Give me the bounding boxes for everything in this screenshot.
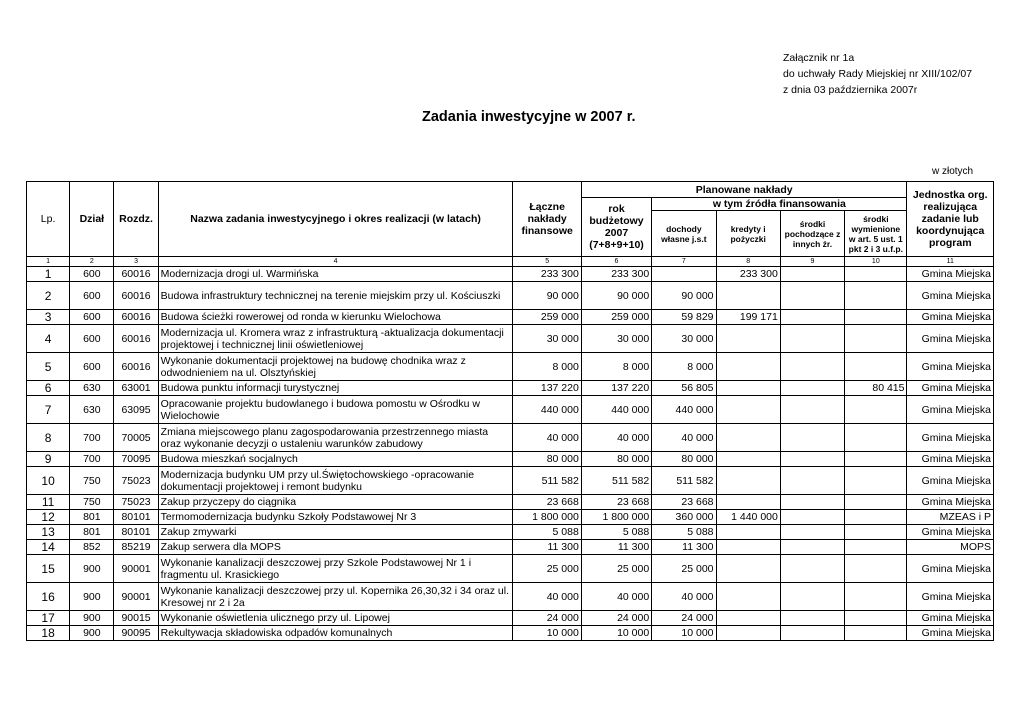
row-lp: 3	[27, 310, 70, 325]
row-jednostka: Gmina Miejska	[907, 495, 994, 510]
row-rozdz: 75023	[114, 495, 158, 510]
row-srodki-inne	[780, 611, 844, 626]
column-number: 10	[845, 257, 907, 267]
row-srodki-inne	[780, 310, 844, 325]
row-rok: 259 000	[581, 310, 651, 325]
row-dzial: 630	[70, 381, 114, 396]
row-dzial: 600	[70, 267, 114, 282]
row-lp: 12	[27, 510, 70, 525]
header-planowane: Planowane nakłady	[581, 182, 907, 198]
row-dzial: 852	[70, 540, 114, 555]
row-srodki-inne	[780, 325, 844, 353]
row-laczne: 30 000	[513, 325, 581, 353]
row-task-name: Wykonanie kanalizacji deszczowej przy ul. Kopernika 26,30,32 i 34 oraz ul. Kresowej nr 2 i 2a	[158, 583, 513, 611]
row-srodki-inne	[780, 583, 844, 611]
row-task-name: Rekultywacja składowiska odpadów komunalnych	[158, 626, 513, 641]
row-kredyty	[716, 396, 780, 424]
row-srodki-inne	[780, 424, 844, 452]
row-dochody	[652, 267, 716, 282]
row-srodki-ufp	[845, 611, 907, 626]
row-task-name: Modernizacja drogi ul. Warmińska	[158, 267, 513, 282]
row-jednostka: MOPS	[907, 540, 994, 555]
row-srodki-inne	[780, 495, 844, 510]
row-task-name: Wykonanie oświetlenia ulicznego przy ul. Lipowej	[158, 611, 513, 626]
row-srodki-ufp	[845, 555, 907, 583]
row-jednostka: MZEAS i P	[907, 510, 994, 525]
row-rozdz: 70095	[114, 452, 158, 467]
row-rozdz: 90095	[114, 626, 158, 641]
row-rozdz: 63001	[114, 381, 158, 396]
row-dzial: 700	[70, 424, 114, 452]
row-laczne: 40 000	[513, 424, 581, 452]
row-lp: 14	[27, 540, 70, 555]
table-row	[27, 353, 994, 381]
row-rozdz: 80101	[114, 510, 158, 525]
row-srodki-inne	[780, 267, 844, 282]
row-lp: 1	[27, 267, 70, 282]
row-dzial: 750	[70, 467, 114, 495]
row-lp: 17	[27, 611, 70, 626]
header-kredyty: kredyty i pożyczki	[716, 211, 780, 257]
row-dzial: 700	[70, 452, 114, 467]
row-kredyty	[716, 540, 780, 555]
row-dzial: 600	[70, 282, 114, 310]
row-dochody: 56 805	[652, 381, 716, 396]
row-task-name: Budowa punktu informacji turystycznej	[158, 381, 513, 396]
row-jednostka: Gmina Miejska	[907, 583, 994, 611]
row-jednostka: Gmina Miejska	[907, 325, 994, 353]
row-srodki-ufp	[845, 495, 907, 510]
row-srodki-ufp	[845, 310, 907, 325]
row-laczne: 40 000	[513, 583, 581, 611]
row-task-name: Modernizacja budynku UM przy ul.Świętochowskiego -opracowanie dokumentacji projektowej i remont budynku	[158, 467, 513, 495]
row-dochody: 10 000	[652, 626, 716, 641]
row-laczne: 8 000	[513, 353, 581, 381]
header-srodki-inne: środki pochodzące z innych źr.	[780, 211, 844, 257]
row-rok: 24 000	[581, 611, 651, 626]
attachment-line-3: z dnia 03 października 2007r	[783, 84, 918, 96]
row-laczne: 1 800 000	[513, 510, 581, 525]
row-lp: 6	[27, 381, 70, 396]
row-dochody: 24 000	[652, 611, 716, 626]
row-srodki-ufp	[845, 325, 907, 353]
row-srodki-inne	[780, 510, 844, 525]
row-jednostka: Gmina Miejska	[907, 555, 994, 583]
column-number: 5	[513, 257, 581, 267]
row-dzial: 801	[70, 510, 114, 525]
row-srodki-inne	[780, 626, 844, 641]
row-srodki-ufp	[845, 510, 907, 525]
row-rozdz: 90001	[114, 555, 158, 583]
row-dzial: 900	[70, 611, 114, 626]
column-number: 4	[158, 257, 513, 267]
row-dochody: 40 000	[652, 424, 716, 452]
table-row	[27, 555, 994, 583]
row-kredyty	[716, 626, 780, 641]
investment-table	[26, 181, 994, 641]
row-srodki-ufp: 80 415	[845, 381, 907, 396]
row-kredyty	[716, 353, 780, 381]
attachment-line-1: Załącznik nr 1a	[783, 52, 855, 64]
row-kredyty	[716, 325, 780, 353]
row-rok: 8 000	[581, 353, 651, 381]
row-jednostka: Gmina Miejska	[907, 396, 994, 424]
column-number: 2	[70, 257, 114, 267]
row-dochody: 511 582	[652, 467, 716, 495]
table-row	[27, 396, 994, 424]
row-srodki-ufp	[845, 626, 907, 641]
row-srodki-ufp	[845, 467, 907, 495]
row-lp: 18	[27, 626, 70, 641]
row-srodki-inne	[780, 467, 844, 495]
row-kredyty: 233 300	[716, 267, 780, 282]
row-srodki-ufp	[845, 583, 907, 611]
row-task-name: Budowa infrastruktury technicznej na terenie miejskim przy ul. Kościuszki	[158, 282, 513, 310]
row-task-name: Modernizacja ul. Kromera wraz z infrastrukturą -aktualizacja dokumentacji projektowej i technicznej linii oświetleniowej	[158, 325, 513, 353]
row-kredyty	[716, 525, 780, 540]
row-rozdz: 90015	[114, 611, 158, 626]
row-rok: 80 000	[581, 452, 651, 467]
row-lp: 8	[27, 424, 70, 452]
table-row	[27, 525, 994, 540]
attachment-line-2: do uchwały Rady Miejskiej nr XIII/102/07	[783, 68, 973, 80]
row-rozdz: 60016	[114, 310, 158, 325]
row-rozdz: 60016	[114, 325, 158, 353]
table-row	[27, 626, 994, 641]
row-laczne: 259 000	[513, 310, 581, 325]
row-rok: 90 000	[581, 282, 651, 310]
row-dzial: 900	[70, 583, 114, 611]
currency-unit: w złotych	[932, 166, 974, 177]
column-number: 11	[907, 257, 994, 267]
row-srodki-ufp	[845, 353, 907, 381]
row-rok: 40 000	[581, 583, 651, 611]
row-srodki-inne	[780, 381, 844, 396]
row-kredyty: 199 171	[716, 310, 780, 325]
row-rozdz: 60016	[114, 353, 158, 381]
row-rok: 25 000	[581, 555, 651, 583]
row-kredyty	[716, 424, 780, 452]
row-task-name: Opracowanie projektu budowlanego i budowa pomostu w Ośrodku w Wielochowie	[158, 396, 513, 424]
header-zrodla: w tym źródła finansowania	[652, 198, 907, 211]
row-laczne: 25 000	[513, 555, 581, 583]
row-rok: 11 300	[581, 540, 651, 555]
row-srodki-ufp	[845, 525, 907, 540]
row-srodki-ufp	[845, 267, 907, 282]
row-lp: 13	[27, 525, 70, 540]
row-dochody: 11 300	[652, 540, 716, 555]
row-dzial: 600	[70, 325, 114, 353]
row-task-name: Zakup serwera dla MOPS	[158, 540, 513, 555]
row-laczne: 11 300	[513, 540, 581, 555]
header-dochody: dochody własne j.s.t	[652, 211, 716, 257]
row-dochody: 80 000	[652, 452, 716, 467]
row-dochody: 30 000	[652, 325, 716, 353]
table-header	[27, 182, 994, 267]
row-dochody: 40 000	[652, 583, 716, 611]
row-kredyty	[716, 452, 780, 467]
table-row	[27, 611, 994, 626]
row-lp: 10	[27, 467, 70, 495]
row-dochody: 440 000	[652, 396, 716, 424]
row-jednostka: Gmina Miejska	[907, 611, 994, 626]
row-srodki-inne	[780, 353, 844, 381]
row-laczne: 90 000	[513, 282, 581, 310]
row-jednostka: Gmina Miejska	[907, 424, 994, 452]
row-rozdz: 80101	[114, 525, 158, 540]
row-lp: 7	[27, 396, 70, 424]
row-kredyty	[716, 495, 780, 510]
row-rozdz: 85219	[114, 540, 158, 555]
row-task-name: Wykonanie kanalizacji deszczowej przy Szkole Podstawowej Nr 1 i fragmentu ul. Krasickiego	[158, 555, 513, 583]
row-lp: 2	[27, 282, 70, 310]
row-jednostka: Gmina Miejska	[907, 381, 994, 396]
table-row	[27, 424, 994, 452]
row-dochody: 90 000	[652, 282, 716, 310]
row-srodki-inne	[780, 555, 844, 583]
row-dochody: 23 668	[652, 495, 716, 510]
row-rok: 40 000	[581, 424, 651, 452]
table-row	[27, 467, 994, 495]
header-rok: rok budżetowy 2007 (7+8+9+10)	[581, 198, 651, 257]
row-task-name: Budowa mieszkań socjalnych	[158, 452, 513, 467]
header-srodki-ufp: środki wymienione w art. 5 ust. 1 pkt 2 i 3 u.f.p.	[845, 211, 907, 257]
row-kredyty: 1 440 000	[716, 510, 780, 525]
row-rozdz: 63095	[114, 396, 158, 424]
row-jednostka: Gmina Miejska	[907, 310, 994, 325]
row-rok: 10 000	[581, 626, 651, 641]
table-row	[27, 310, 994, 325]
row-srodki-ufp	[845, 540, 907, 555]
table-body	[27, 267, 994, 641]
column-number: 7	[652, 257, 716, 267]
row-jednostka: Gmina Miejska	[907, 467, 994, 495]
row-dochody: 59 829	[652, 310, 716, 325]
row-jednostka: Gmina Miejska	[907, 525, 994, 540]
row-task-name: Budowa ścieżki rowerowej od ronda w kierunku Wielochowa	[158, 310, 513, 325]
row-jednostka: Gmina Miejska	[907, 452, 994, 467]
row-laczne: 24 000	[513, 611, 581, 626]
table-row	[27, 325, 994, 353]
row-rozdz: 75023	[114, 467, 158, 495]
row-dochody: 5 088	[652, 525, 716, 540]
column-number-row	[27, 257, 994, 267]
table-row	[27, 452, 994, 467]
row-task-name: Wykonanie dokumentacji projektowej na budowę chodnika wraz z odwodnieniem na ul. Olsztyńskiej	[158, 353, 513, 381]
attachment-note	[783, 50, 972, 98]
row-laczne: 23 668	[513, 495, 581, 510]
row-dzial: 630	[70, 396, 114, 424]
row-rok: 5 088	[581, 525, 651, 540]
header-dzial: Dział	[70, 182, 114, 257]
row-dochody: 25 000	[652, 555, 716, 583]
row-rok: 511 582	[581, 467, 651, 495]
row-rozdz: 60016	[114, 282, 158, 310]
row-lp: 15	[27, 555, 70, 583]
row-srodki-inne	[780, 452, 844, 467]
row-lp: 11	[27, 495, 70, 510]
row-laczne: 137 220	[513, 381, 581, 396]
row-dzial: 900	[70, 555, 114, 583]
row-rozdz: 60016	[114, 267, 158, 282]
row-task-name: Zmiana miejscowego planu zagospodarowania przestrzennego miasta oraz wykonanie decyzji o ustaleniu warunków zabudowy	[158, 424, 513, 452]
row-srodki-ufp	[845, 452, 907, 467]
row-lp: 4	[27, 325, 70, 353]
row-kredyty	[716, 467, 780, 495]
row-kredyty	[716, 555, 780, 583]
header-nazwa: Nazwa zadania inwestycyjnego i okres realizacji (w latach)	[158, 182, 513, 257]
table-row	[27, 540, 994, 555]
row-dzial: 750	[70, 495, 114, 510]
row-lp: 16	[27, 583, 70, 611]
row-srodki-inne	[780, 282, 844, 310]
header-laczne: Łączne nakłady finansowe	[513, 182, 581, 257]
row-rok: 233 300	[581, 267, 651, 282]
table-row	[27, 510, 994, 525]
table-row	[27, 583, 994, 611]
row-srodki-inne	[780, 396, 844, 424]
row-laczne: 5 088	[513, 525, 581, 540]
column-number: 6	[581, 257, 651, 267]
row-kredyty	[716, 583, 780, 611]
row-task-name: Zakup przyczepy do ciągnika	[158, 495, 513, 510]
row-lp: 5	[27, 353, 70, 381]
row-laczne: 233 300	[513, 267, 581, 282]
column-number: 9	[780, 257, 844, 267]
row-jednostka: Gmina Miejska	[907, 626, 994, 641]
column-number: 1	[27, 257, 70, 267]
row-dzial: 600	[70, 353, 114, 381]
row-rok: 440 000	[581, 396, 651, 424]
table-row	[27, 381, 994, 396]
header-jednostka: Jednostka org. realizująca zadanie lub koordynująca program	[907, 182, 994, 257]
row-rok: 30 000	[581, 325, 651, 353]
row-rozdz: 70005	[114, 424, 158, 452]
row-rok: 1 800 000	[581, 510, 651, 525]
header-lp: Lp.	[27, 182, 70, 257]
row-laczne: 440 000	[513, 396, 581, 424]
row-dzial: 801	[70, 525, 114, 540]
row-task-name: Termomodernizacja budynku Szkoły Podstawowej Nr 3	[158, 510, 513, 525]
row-rok: 23 668	[581, 495, 651, 510]
header-rozdz: Rozdz.	[114, 182, 158, 257]
table-row	[27, 282, 994, 310]
row-laczne: 10 000	[513, 626, 581, 641]
row-jednostka: Gmina Miejska	[907, 282, 994, 310]
table-row	[27, 267, 994, 282]
row-lp: 9	[27, 452, 70, 467]
row-kredyty	[716, 282, 780, 310]
row-rok: 137 220	[581, 381, 651, 396]
row-task-name: Zakup zmywarki	[158, 525, 513, 540]
row-srodki-ufp	[845, 424, 907, 452]
row-laczne: 511 582	[513, 467, 581, 495]
row-srodki-inne	[780, 540, 844, 555]
row-srodki-inne	[780, 525, 844, 540]
row-dzial: 900	[70, 626, 114, 641]
document-title: Zadania inwestycyjne w 2007 r.	[422, 109, 636, 125]
row-jednostka: Gmina Miejska	[907, 353, 994, 381]
row-dochody: 8 000	[652, 353, 716, 381]
row-jednostka: Gmina Miejska	[907, 267, 994, 282]
row-dzial: 600	[70, 310, 114, 325]
row-laczne: 80 000	[513, 452, 581, 467]
column-number: 3	[114, 257, 158, 267]
row-srodki-ufp	[845, 282, 907, 310]
table-row	[27, 495, 994, 510]
row-kredyty	[716, 381, 780, 396]
row-srodki-ufp	[845, 396, 907, 424]
row-dochody: 360 000	[652, 510, 716, 525]
row-rozdz: 90001	[114, 583, 158, 611]
column-number: 8	[716, 257, 780, 267]
row-kredyty	[716, 611, 780, 626]
